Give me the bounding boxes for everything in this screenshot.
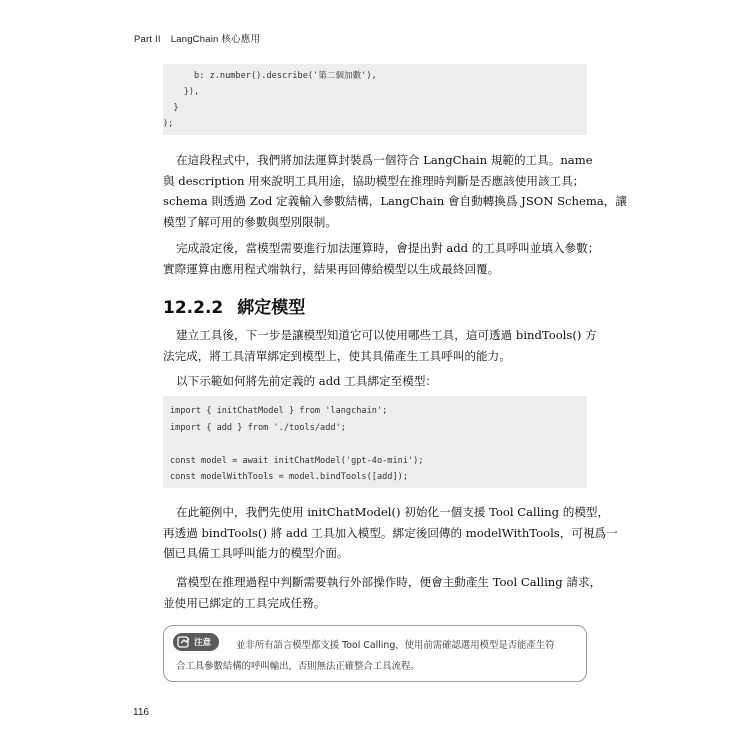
section-heading: [163, 293, 305, 318]
page-number: 116: [133, 707, 149, 718]
text-line: 並非所有語言模型都支援 Tool Calling，使用前需確認選用模型是否能產生符: [236, 640, 555, 651]
paragraph-example-intro: [163, 371, 604, 392]
note-text: [176, 635, 580, 677]
text-line: 建立工具後，下一步是讓模型知道它可以使用哪些工具，這可透過 bindTools() 方: [176, 328, 597, 342]
chapter-title: LangChain 核心應用: [170, 34, 261, 45]
running-header: [134, 31, 260, 45]
text-line: 當模型在推理過程中判斷需要執行外部操作時，便會主動產生 Tool Calling 請求，: [176, 575, 602, 589]
text-line: 再透過 bindTools() 將 add 工具加入模型。綁定後回傳的 modelWithTools，可視爲一: [163, 525, 618, 540]
paragraph-tool-explanation: [163, 150, 627, 232]
code-line: );: [163, 119, 174, 129]
text-line: 模型了解可用的參數與型別限制。: [163, 214, 337, 229]
note-badge: [173, 633, 219, 651]
note-callout: [163, 625, 587, 682]
code-block-bind-tools: [163, 396, 587, 488]
section-title: 綁定模型: [237, 298, 306, 318]
note-label: 注意: [194, 638, 212, 648]
paragraph-tool-call-flow: [163, 238, 604, 279]
text-line: 合工具參數結構的呼叫輸出，否則無法正確整合工具流程。: [176, 661, 420, 672]
code-line: }: [163, 103, 179, 113]
code-line: }),: [163, 87, 200, 97]
code-line: import { initChatModel } from 'langchain';: [170, 406, 388, 416]
text-line: 在此範例中，我們先使用 initChatModel() 初始化一個支援 Tool Calling 的模型，: [176, 505, 610, 519]
code-line: const model = await initChatModel('gpt-4o-mini');: [170, 456, 424, 466]
text-line: schema 則透過 Zod 定義輸入參數結構，LangChain 會自動轉換爲 JSON Schema，讓: [163, 194, 627, 208]
paragraph-tool-calling-usage: [163, 572, 604, 613]
note-icon: [177, 636, 191, 648]
text-line: 在這段程式中，我們將加法運算封裝爲一個符合 LangChain 規範的工具。name: [176, 153, 593, 167]
text-line: 完成設定後，當模型需要進行加法運算時，會提出對 add 的工具呼叫並填入參數；: [176, 241, 600, 255]
paragraph-bind-intro: [163, 325, 604, 366]
text-line: 實際運算由應用程式端執行，結果再回傳給模型以生成最終回覆。: [163, 261, 500, 276]
code-block-tool-definition-end: [163, 64, 587, 135]
text-line: 個已具備工具呼叫能力的模型介面。: [163, 546, 349, 560]
code-line: import { add } from './tools/add';: [170, 423, 346, 433]
section-number: 12.2.2: [163, 298, 224, 318]
code-line: b: z.number().describe('第二個加數'),: [163, 71, 377, 81]
paragraph-example-explanation: [163, 502, 618, 564]
text-line: 與 description 用來說明工具用途，協助模型在推理時判斷是否應該使用該工具；: [163, 173, 585, 188]
text-line: 並使用已綁定的工具完成任務。: [163, 595, 326, 610]
text-line: 法完成，將工具清單綁定到模型上，使其具備產生工具呼叫的能力。: [163, 348, 511, 363]
part-label: Part II: [134, 34, 161, 45]
code-line: const modelWithTools = model.bindTools([add]);: [170, 472, 408, 482]
text-line: 以下示範如何將先前定義的 add 工具綁定至模型：: [176, 374, 438, 388]
